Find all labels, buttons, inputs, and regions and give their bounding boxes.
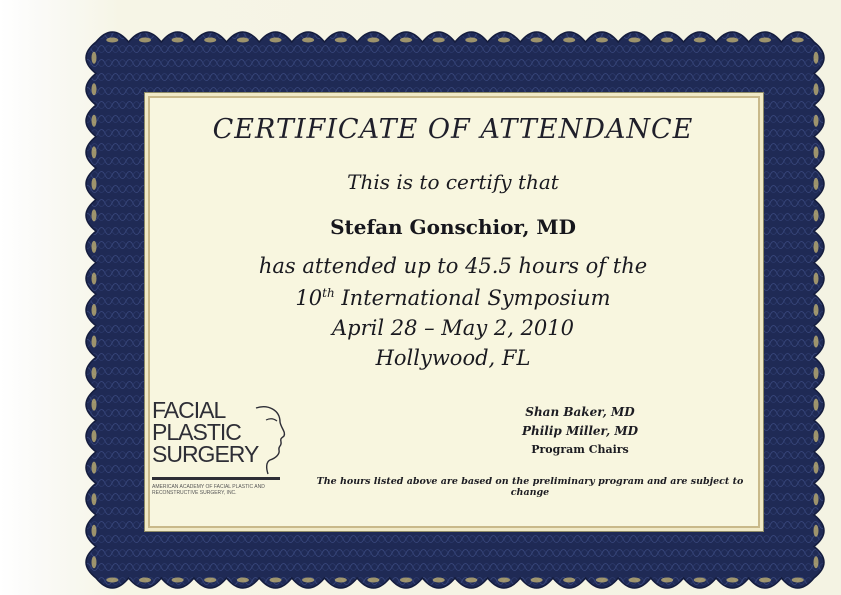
border-ornament [92,178,97,190]
border-ornament [759,38,771,43]
border-ornament [596,578,608,583]
border-ornament [814,493,819,505]
border-ornament [814,336,819,348]
border-ornament [814,115,819,127]
border-ornament [629,38,641,43]
border-ornament [335,38,347,43]
border-ornament [726,578,738,583]
border-ornament [270,38,282,43]
border-ornament [92,304,97,316]
logo-underline [152,477,280,480]
certificate-title: CERTIFICATE OF ATTENDANCE [212,114,694,145]
border-ornament [814,430,819,442]
border-ornament [92,83,97,95]
border-ornament [465,578,477,583]
logo-word-plastic: PLASTIC [152,419,241,445]
symposium-name: International Symposium [334,286,611,310]
border-ornament [814,304,819,316]
signature-chair-1: Shan Baker, MD [525,405,635,419]
border-ornament [661,578,673,583]
logo-word-facial: FACIAL [152,397,226,423]
symposium-suffix: th [322,286,335,300]
border-ornament [726,38,738,43]
facial-plastic-surgery-logo [150,398,290,504]
border-ornament [204,578,216,583]
border-ornament [814,241,819,253]
program-chairs-label: Program Chairs [531,443,629,456]
border-ornament [367,38,379,43]
border-ornament [92,52,97,64]
event-location: Hollywood, FL [375,346,531,370]
certify-line: This is to certify that [347,170,559,194]
border-ornament [106,578,118,583]
border-ornament [814,525,819,537]
border-ornament [92,209,97,221]
border-ornament [596,38,608,43]
border-ornament [531,578,543,583]
border-ornament [433,38,445,43]
symposium-line [148,286,758,310]
symposium-number: 10 [295,286,323,310]
border-ornament [92,367,97,379]
border-ornament [92,462,97,474]
border-ornament [139,38,151,43]
border-ornament [172,38,184,43]
border-ornament [465,38,477,43]
border-ornament [237,578,249,583]
hours-disclaimer: The hours listed above are based on the preliminary program and are subject to change [316,476,744,498]
border-ornament [814,556,819,568]
border-ornament [400,578,412,583]
border-ornament [139,578,151,583]
border-ornament [498,578,510,583]
border-ornament [814,399,819,411]
logo-subtitle: AMERICAN ACADEMY OF FACIAL PLASTIC AND RECONSTRUCTIVE SURGERY, INC. [152,484,265,496]
border-ornament [629,578,641,583]
border-ornament [563,38,575,43]
border-ornament [814,209,819,221]
attended-hours-line: has attended up to 45.5 hours of the [258,254,648,278]
border-ornament [92,399,97,411]
event-dates: April 28 – May 2, 2010 [331,316,575,340]
border-ornament [106,38,118,43]
border-ornament [92,273,97,285]
border-ornament [92,115,97,127]
border-ornament [792,38,804,43]
border-ornament [814,146,819,158]
border-ornament [694,38,706,43]
border-ornament [172,578,184,583]
border-ornament [498,38,510,43]
border-ornament [433,578,445,583]
border-ornament [814,83,819,95]
border-ornament [814,462,819,474]
border-ornament [92,146,97,158]
border-ornament [400,38,412,43]
border-ornament [759,578,771,583]
border-ornament [92,241,97,253]
logo-word-surgery: SURGERY [152,441,259,467]
border-ornament [814,273,819,285]
border-ornament [92,525,97,537]
border-ornament [335,578,347,583]
border-ornament [694,578,706,583]
border-ornament [531,38,543,43]
border-ornament [92,556,97,568]
border-ornament [563,578,575,583]
border-ornament [204,38,216,43]
border-ornament [814,52,819,64]
border-ornament [814,367,819,379]
border-ornament [92,493,97,505]
border-ornament [814,178,819,190]
signature-chair-2: Philip Miller, MD [521,424,639,438]
border-ornament [92,336,97,348]
border-ornament [792,578,804,583]
border-ornament [661,38,673,43]
border-ornament [92,430,97,442]
border-ornament [302,578,314,583]
border-ornament [302,38,314,43]
border-ornament [237,38,249,43]
recipient-name: Stefan Gonschior, MD [330,215,576,239]
border-ornament [367,578,379,583]
face-profile-icon [250,404,290,476]
border-ornament [270,578,282,583]
